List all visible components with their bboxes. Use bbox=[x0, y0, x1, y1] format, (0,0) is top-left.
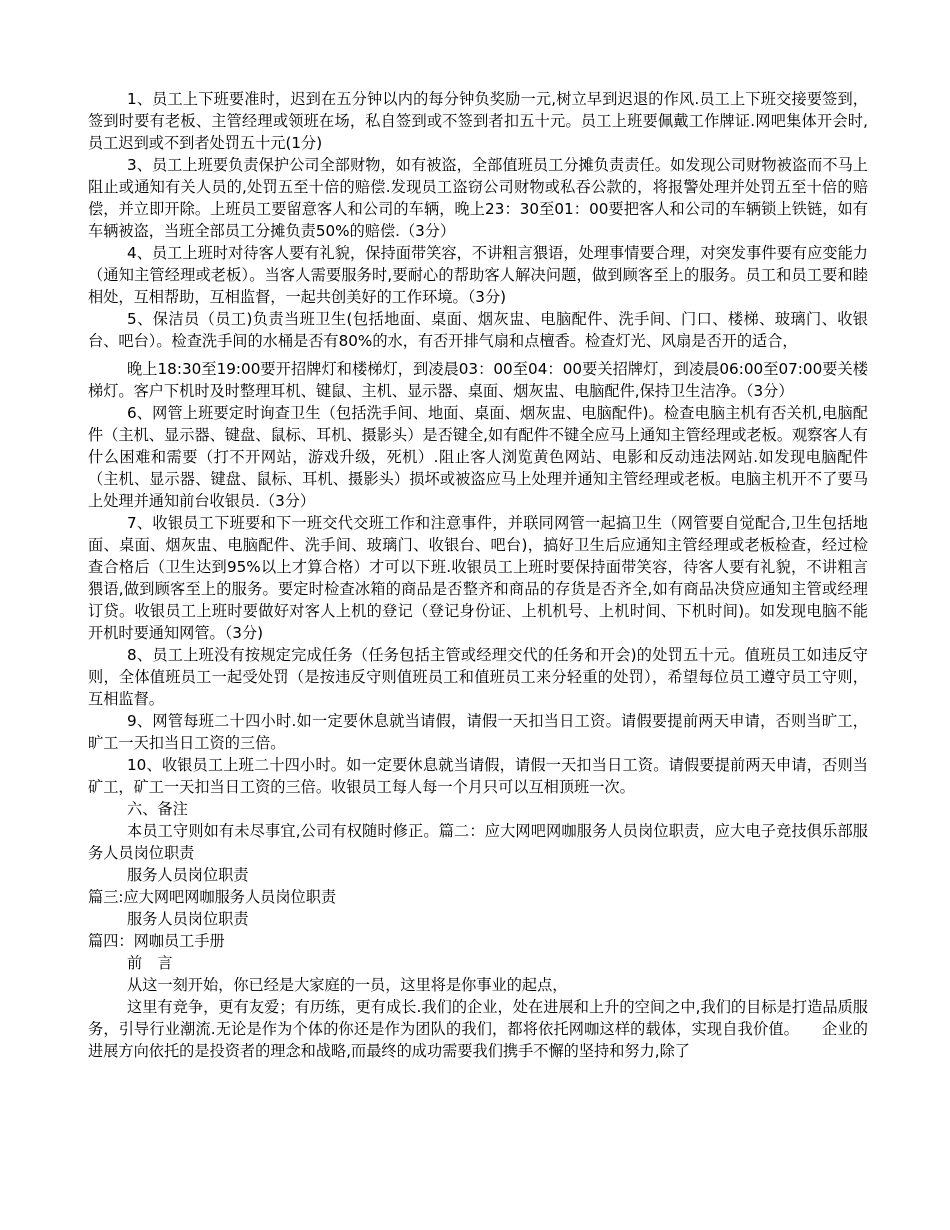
paragraph-rule-6: 6、网管上班要定时询查卫生（包括洗手间、地面、桌面、烟灰盅、电脑配件)。检查电脑主机有否关机,电脑配件（主机、显示器、键盘、鼠标、耳机、摄影头）是否键全,如有配件不键全应马上通知主管经理或老板。观察客人有什么困难和需要（打不开网站，游戏升级，死机）.阻止客人浏览黄色网站、电影和反动违法网站.如发现电脑配件（主机、显示器、键盘、鼠标、耳机、摄影头）损坏或被盗应马上处理并通知主管经理或老板。电脑主机开不了要马上处理并通知前台收银员.（3分） bbox=[88, 404, 868, 510]
paragraph-rule-4: 4、员工上班时对待客人要有礼貌，保持面带笑容，不讲粗言猥语，处理事情要合理，对突发事件要有应变能力（通知主管经理或老板）。当客人需要服务时,要耐心的帮助客人解决问题，做到顾客至上的服务。员工和员工要和睦相处，互相帮助，互相监督，一起共创美好的工作环境。（3分) bbox=[88, 244, 868, 306]
paragraph-rule-3: 3、员工上班要负责保护公司全部财物，如有被盗，全部值班员工分摊负责责任。如发现公司财物被盗而不马上阻止或通知有关人员的,处罚五至十倍的赔偿.发现员工盗窃公司财物或私吞公款的，将报警处理并处罚五至十倍的赔偿，并立即开除。上班员工要留意客人和公司的车辆，晚上23：30至01：00要把客人和公司的车辆锁上铁链，如有车辆被盗，当班全部员工分摊负责50%的赔偿.（3分） bbox=[88, 156, 868, 240]
paragraph-rule-5: 5、保洁员（员工)负责当班卫生(包括地面、桌面、烟灰盅、电脑配件、洗手间、门口、楼梯、玻璃门、收银台、吧台）。检查洗手间的水桶是否有80%的水，有否开排气扇和点檀香。检查灯光、风扇是否开的适合， bbox=[88, 310, 868, 350]
paragraph-rule-5-continued: 晚上18:30至19:00要开招牌灯和楼梯灯，到凌晨03：00至04：00要关招牌灯，到凌晨06:00至07:00要关楼梯灯。客户下机时及时整理耳机、键鼠、主机、显示器、桌面、烟灰盅、电脑配件,保持卫生洁净。（3分） bbox=[88, 360, 868, 400]
paragraph-rule-1: 1、员工上下班要准时，迟到在五分钟以内的每分钟负奖励一元,树立早到迟退的作风.员工上下班交接要签到，签到时要有老板、主管经理或领班在场，私自签到或不签到者扣五十元。员工上班要佩戴工作牌证.网吧集体开会时,员工迟到或不到者处罚五十元(1分) bbox=[88, 90, 868, 152]
paragraph-notes: 本员工守则如有未尽事宜,公司有权随时修正。篇二：应大网吧网咖服务人员岗位职责，应大电子竞技俱乐部服务人员岗位职责 bbox=[88, 822, 868, 862]
chapter-heading-3: 篇三:应大网吧网咖服务人员岗位职责 bbox=[88, 888, 337, 906]
heading-preface: 前 言 bbox=[127, 954, 173, 972]
paragraph-rule-8: 8、员工上班没有按规定完成任务（任务包括主管或经理交代的任务和开会)的处罚五十元。值班员工如违反守则，全体值班员工一起受处罚（是按违反守则值班员工和值班员工来分轻重的处罚），希望每位员工遵守员工守则，互相监督。 bbox=[88, 646, 868, 708]
paragraph-preface-2: 这里有竞争，更有友爱；有历练，更有成长.我们的企业，处在进展和上升的空间之中,我们的目标是打造品质服务，引导行业潮流.无论是作为个体的你还是作为团队的我们，都将依托网咖这样的载体，实现自我价值。 企业的进展方向依托的是投资者的理念和战略,而最终的成功需要我们携手不懈的坚持和努力,除了 bbox=[88, 998, 868, 1060]
chapter-heading-4: 篇四：网咖员工手册 bbox=[88, 932, 225, 950]
paragraph-rule-10: 10、收银员工上班二十四小时。如一定要休息就当请假，请假一天扣当日工资。请假要提前两天申请，否则当矿工，矿工一天扣当日工资的三倍。收银员工每人每一个月只可以互相顶班一次。 bbox=[88, 756, 868, 796]
paragraph-rule-7: 7、收银员工下班要和下一班交代交班工作和注意事件，并联同网管一起搞卫生（网管要自觉配合,卫生包括地面、桌面、烟灰盅、电脑配件、洗手间、玻璃门、收银台、吧台)，搞好卫生后应通知主管经理或老板检查，经过检查合格后（卫生达到95%以上才算合格）才可以下班.收银员工上班时要保持面带笑容，待客人要有礼貌，不讲粗言猥语,做到顾客至上的服务。要定时检查冰箱的商品是否整齐和商品的存货是否齐全,如有商品决贷应通知主管或经理订贷。收银员工上班时要做好对客人上机的登记（登记身份证、上机机号、上机时间、下机时间)。如发现电脑不能开机时要通知网管。（3分) bbox=[88, 514, 868, 642]
subheading-service-duties-2: 服务人员岗位职责 bbox=[127, 910, 249, 928]
section-heading-notes: 六、备注 bbox=[127, 800, 188, 818]
paragraph-preface-1: 从这一刻开始，你已经是大家庭的一员，这里将是你事业的起点， bbox=[127, 976, 568, 994]
paragraph-rule-9: 9、网管每班二十四小时.如一定要休息就当请假，请假一天扣当日工资。请假要提前两天申请，否则当旷工，旷工一天扣当日工资的三倍。 bbox=[88, 712, 868, 752]
document-body bbox=[88, 88, 868, 1062]
subheading-service-duties: 服务人员岗位职责 bbox=[127, 866, 249, 884]
